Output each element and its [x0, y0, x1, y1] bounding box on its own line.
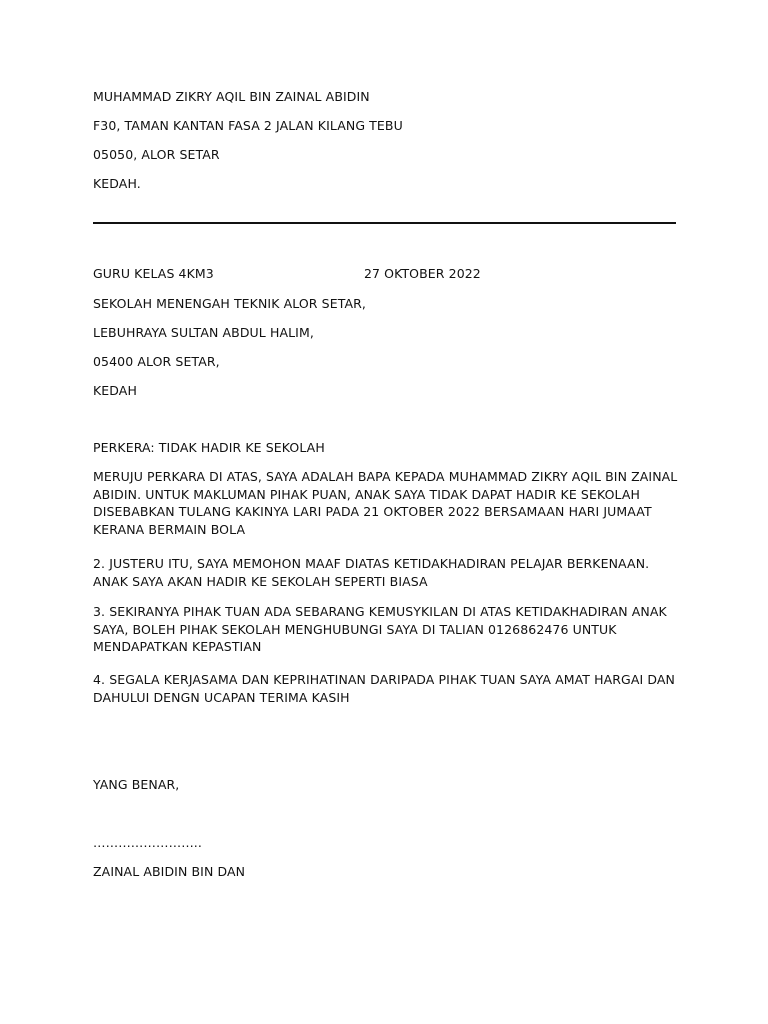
recipient-line4: 05400 ALOR SETAR, [93, 354, 220, 369]
sender-address-line3: KEDAH. [93, 176, 141, 191]
recipient-line3: LEBUHRAYA SULTAN ABDUL HALIM, [93, 325, 314, 340]
signature-line: …………………….. [93, 835, 202, 850]
body-paragraph-2: 2. JUSTERU ITU, SAYA MEMOHON MAAF DIATAS KETIDAKHADIRAN PELAJAR BERKENAAN. ANAK SAYA AKAN HADIR KE SEKOLAH SEPERTI BIASA [93, 556, 650, 589]
body-paragraph-1: MERUJU PERKARA DI ATAS, SAYA ADALAH BAPA KEPADA MUHAMMAD ZIKRY AQIL BIN ZAINAL ABIDIN. UNTUK MAKLUMAN PIHAK PUAN, ANAK SAYA TIDAK DAPAT HADIR KE SEKOLAH DISEBABKAN TULANG KAKINYA LARI PADA 21 OKTOBER 2022 BERSAMAAN HARI JUMAAT KERANA BERMAIN BOLA [93, 469, 678, 537]
recipient-line2: SEKOLAH MENENGAH TEKNIK ALOR SETAR, [93, 296, 366, 311]
letter-date: 27 OKTOBER 2022 [364, 266, 481, 281]
closing-salutation: YANG BENAR, [93, 777, 180, 792]
header-divider [93, 222, 676, 224]
sender-name: MUHAMMAD ZIKRY AQIL BIN ZAINAL ABIDIN [93, 89, 370, 104]
subject-line: PERKERA: TIDAK HADIR KE SEKOLAH [93, 440, 325, 455]
body-paragraph-3: 3. SEKIRANYA PIHAK TUAN ADA SEBARANG KEMUSYKILAN DI ATAS KETIDAKHADIRAN ANAK SAYA, BOLEH PIHAK SEKOLAH MENGHUBUNGI SAYA DI TALIAN 0126862476 UNTUK MENDAPATKAN KEPASTIAN [93, 604, 667, 654]
recipient-line5: KEDAH [93, 383, 137, 398]
recipient-line1: GURU KELAS 4KM3 [93, 266, 214, 281]
body-paragraph-4: 4. SEGALA KERJASAMA DAN KEPRIHATINAN DARIPADA PIHAK TUAN SAYA AMAT HARGAI DAN DAHULUI DENGN UCAPAN TERIMA KASIH [93, 672, 675, 705]
sender-address-line2: 05050, ALOR SETAR [93, 147, 220, 162]
sender-address-line1: F30, TAMAN KANTAN FASA 2 JALAN KILANG TEBU [93, 118, 403, 133]
signer-name: ZAINAL ABIDIN BIN DAN [93, 864, 246, 879]
